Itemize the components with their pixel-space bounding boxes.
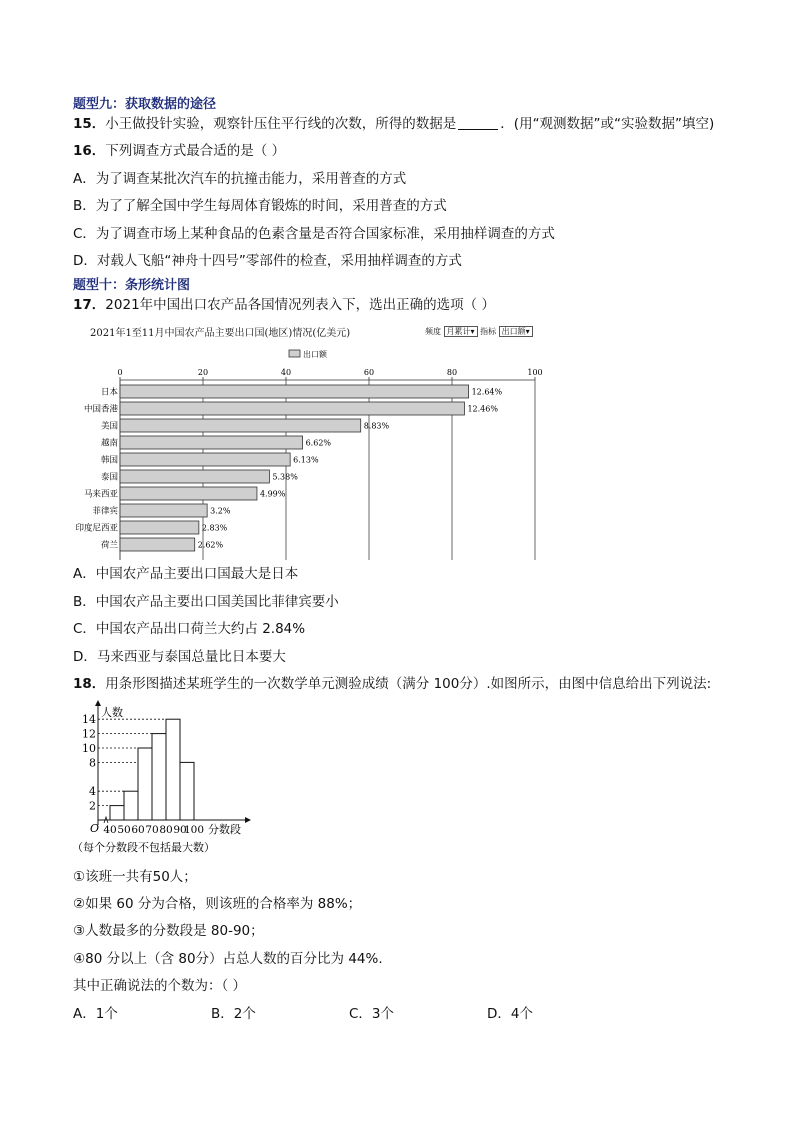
chart-title: 2021年1至11月中国农产品主要出口国(地区)情况(亿美元) [90, 328, 351, 339]
legend-label: 出口额 [303, 350, 327, 359]
question-text-tail: ．(用“观测数据”或“实验数据”填空) [500, 116, 715, 132]
x-tick-label: 60 [131, 824, 145, 836]
bar [120, 487, 257, 500]
export-bar-chart [0, 340, 794, 560]
question-number: 15． [73, 116, 106, 132]
category-label: 韩国 [100, 455, 118, 466]
q18-option-b[interactable]: B．2个 [211, 1006, 256, 1022]
x-tick-label: 100 [183, 824, 205, 836]
question-stem: 2021年中国出口农产品各国情况列表入下，选出正确的选项（ ） [105, 297, 495, 313]
section-heading-9: 题型九：获取数据的途径 [73, 97, 217, 112]
indicator-select[interactable]: 出口额▾ [499, 326, 533, 337]
x-tick-label: 0 [117, 368, 123, 377]
q17-option-b[interactable]: B．中国农产品主要出口国美国比菲律宾要小 [73, 594, 339, 610]
x-axis-arrow [245, 817, 251, 823]
question-18 [73, 675, 711, 693]
q17-option-c[interactable]: C．中国农产品出口荷兰大约占 2.84% [73, 621, 306, 637]
frequency-label: 频度 [425, 327, 441, 336]
score-bar-chart [70, 700, 270, 860]
y-tick-label: 12 [82, 727, 96, 741]
category-label: 中国香港 [83, 404, 118, 415]
answer-blank[interactable] [458, 116, 498, 130]
y-tick-label: 10 [82, 742, 96, 755]
q17-option-d[interactable]: D．马来西亚与泰国总量比日本要大 [73, 649, 286, 665]
y-tick-label: 14 [82, 713, 96, 727]
frequency-value: 月累计 [446, 327, 471, 336]
q17-option-a[interactable]: A．中国农产品主要出口国最大是日本 [73, 566, 299, 582]
bar [120, 419, 361, 432]
statement-3: ③人数最多的分数段是 80-90； [73, 923, 264, 939]
bar [120, 436, 303, 449]
option-d[interactable]: D．对载人飞船“神舟十四号”零部件的检查，采用抽样调查的方式 [73, 253, 462, 269]
category-label: 菲律宾 [92, 506, 118, 517]
x-tick-label: 50 [117, 824, 131, 836]
statement-2: ②如果 60 分为合格，则该班的合格率为 88%； [73, 896, 362, 912]
category-label: 越南 [100, 438, 118, 449]
q18-option-d[interactable]: D．4个 [487, 1006, 533, 1022]
x-tick-label: 20 [197, 368, 209, 377]
bar [138, 748, 152, 820]
statement-1: ①该班一共有50人； [73, 869, 197, 885]
frequency-select[interactable]: 月累计▾ [444, 326, 478, 337]
section-heading-10: 题型十：条形统计图 [73, 278, 191, 293]
legend-swatch [289, 350, 300, 357]
x-tick-label: 40 [280, 368, 292, 377]
bar [124, 791, 138, 820]
bar [120, 470, 269, 483]
y-axis-label: 人数 [101, 706, 123, 719]
data-label: 2.62% [197, 540, 224, 550]
question-15 [73, 115, 714, 133]
question-stem: 用条形图描述某班学生的一次数学单元测验成绩（满分 100分）.如图所示，由图中信息给出下列说法: [105, 676, 712, 692]
question-17 [73, 296, 495, 314]
bar [120, 504, 207, 517]
x-axis-label: 分数段 [208, 823, 241, 836]
question-number: 17． [73, 297, 106, 313]
x-tick-label: 80 [446, 368, 458, 377]
bar [180, 762, 194, 820]
indicator-label: 指标 [480, 327, 497, 336]
question-16 [73, 142, 285, 160]
option-c[interactable]: C．为了调查市场上某种食品的色素含量是否符合国家标准，采用抽样调查的方式 [73, 226, 555, 242]
data-label: 6.13% [293, 455, 319, 465]
bar [120, 538, 195, 551]
category-label: 日本 [100, 387, 118, 398]
y-tick-label: 2 [89, 799, 96, 813]
question-stem: 下列调查方式最合适的是（ ） [105, 143, 286, 159]
data-label: 3.2% [210, 506, 231, 516]
origin-label: O [90, 822, 100, 835]
x-tick-label: 70 [145, 824, 159, 836]
bar [120, 385, 469, 398]
q18-option-c[interactable]: C．3个 [349, 1006, 395, 1022]
category-label: 印度尼西亚 [75, 523, 118, 534]
x-tick-label: 90 [173, 824, 187, 836]
y-tick-label: 4 [89, 785, 96, 799]
data-label: 6.62% [305, 438, 332, 448]
data-label: 12.64% [471, 387, 503, 397]
question-number: 18． [73, 676, 106, 692]
category-label: 美国 [100, 421, 118, 432]
x-tick-label: 40 [103, 824, 117, 836]
data-label: 5.38% [272, 472, 298, 482]
data-label: 2.83% [201, 523, 228, 533]
statement-4: ④80 分以上（含 80分）占总人数的百分比为 44%. [73, 951, 383, 967]
chart-note: （每个分数段不包括最大数） [72, 841, 215, 854]
bar [120, 453, 290, 466]
data-label: 8.83% [363, 421, 390, 431]
category-label: 泰国 [100, 472, 118, 483]
option-b[interactable]: B．为了了解全国中学生每周体育锻炼的时间，采用普查的方式 [73, 198, 447, 214]
data-label: 12.46% [467, 404, 498, 414]
bar [152, 734, 166, 820]
bar [120, 521, 199, 534]
q18-option-a[interactable]: A．1个 [73, 1006, 118, 1022]
indicator-value: 出口额 [501, 327, 526, 336]
x-tick-label: 80 [159, 824, 173, 836]
data-label: 4.99% [259, 489, 286, 499]
category-label: 马来西亚 [83, 489, 118, 500]
q18-question: 其中正确说法的个数为：（ ） [73, 978, 247, 994]
x-tick-label: 60 [363, 368, 375, 377]
y-tick-label: 8 [89, 756, 96, 770]
option-a[interactable]: A．为了调查某批次汽车的抗撞击能力，采用普查的方式 [73, 171, 407, 187]
chart-filter-bar [425, 326, 533, 337]
category-label: 荷兰 [100, 540, 118, 551]
question-text: 小王做投针实验，观察针压住平行线的次数，所得的数据是 [105, 116, 457, 132]
bar [120, 402, 464, 415]
bar [110, 806, 124, 820]
bar [166, 719, 180, 820]
question-number: 16． [73, 143, 106, 159]
x-tick-label: 100 [527, 368, 543, 377]
